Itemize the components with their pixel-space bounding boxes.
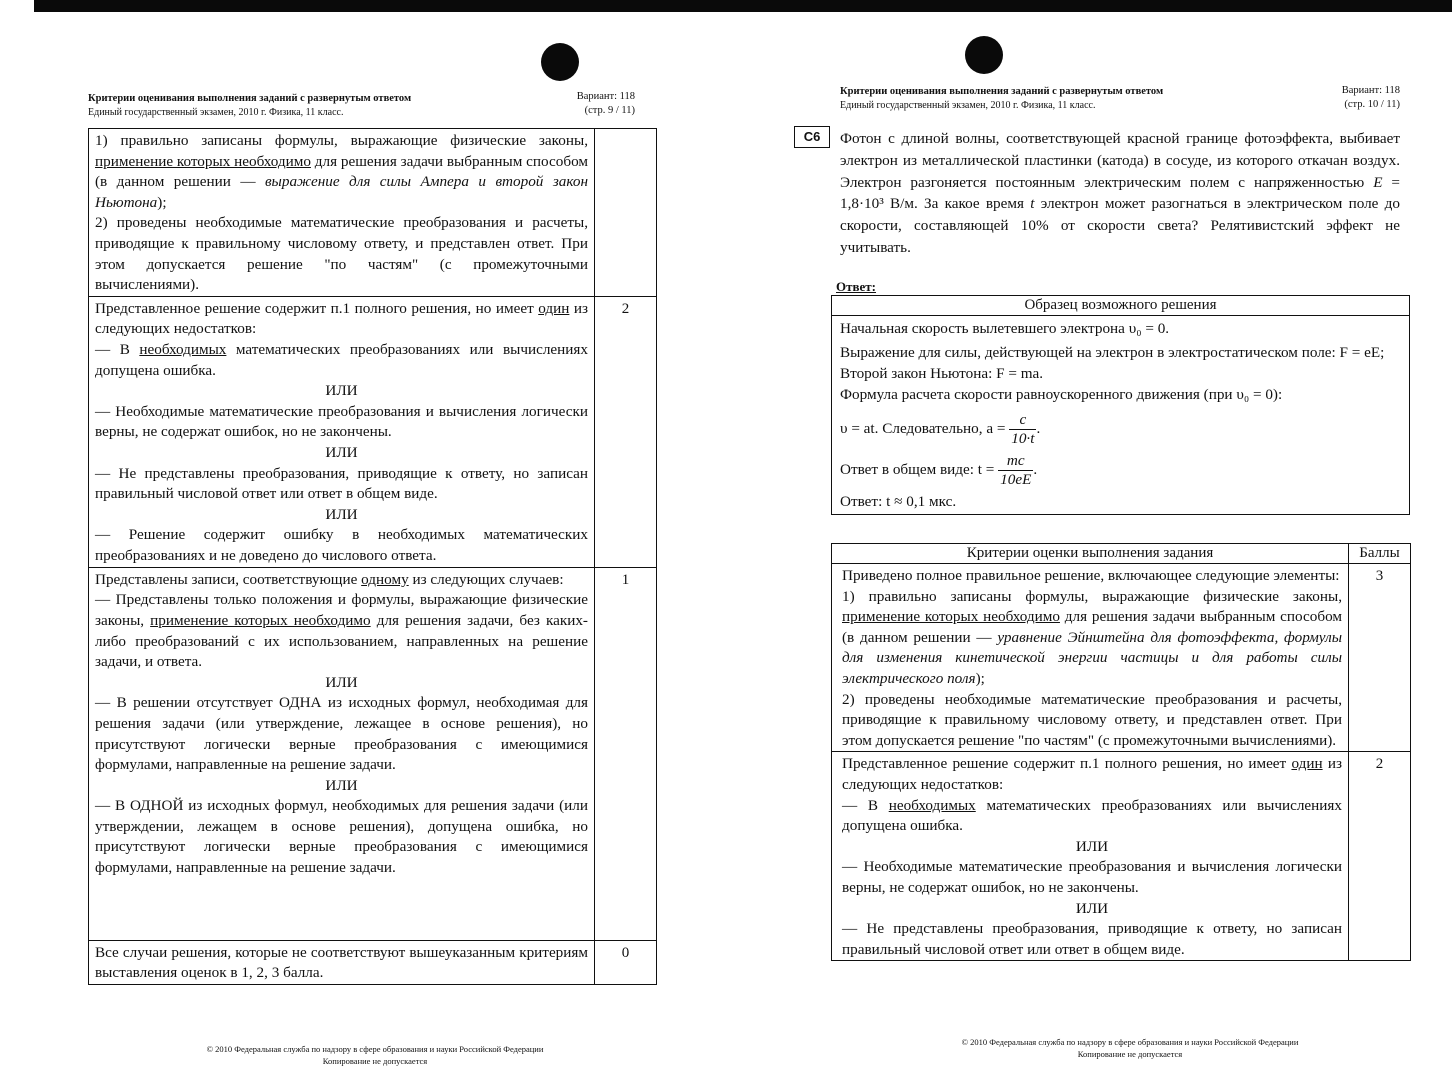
- criteria-intro: Приведено полное правильное решение, включающее следующие элементы:: [842, 567, 1340, 584]
- criteria-cell: [89, 129, 595, 297]
- score-cell: 0: [595, 940, 657, 984]
- criteria-table-left: [88, 128, 657, 985]
- criteria-header: Критерии оценки выполнения задания: [832, 544, 1349, 564]
- score-cell: [595, 129, 657, 297]
- page-footer: [875, 1036, 1385, 1060]
- solution-body: [832, 316, 1410, 515]
- page-footer: [120, 1043, 630, 1067]
- table-row: [832, 316, 1410, 515]
- page-header-title: Критерии оценивания выполнения заданий с развернутым ответом: [840, 86, 1164, 97]
- page-header-variant: [1300, 84, 1400, 112]
- criteria-intro: Представлены записи, соответствующие одному из следующих случаев:: [95, 570, 564, 588]
- criteria-cell: [89, 940, 595, 984]
- criteria-item: — Не представлены преобразования, приводящие к ответу, но записан правильный числовой ответ или ответ в общем виде.: [95, 464, 588, 503]
- or-separator: ИЛИ: [1075, 899, 1109, 917]
- solution-line: Начальная скорость вылетевшего электрона υ₀ = 0.: [840, 320, 1170, 337]
- criteria-item: 1) правильно записаны формулы, выражающие физические законы, применение которых необходимо для решения задачи выбранным способом (в данном решении — уравнение Эйнштейна для фотоэффекта, формулы для изменения кинетической энергии частицы и для работы силы электрического поля);: [842, 587, 1342, 687]
- score-cell: 1: [595, 567, 657, 940]
- criteria-item: Все случаи решения, которые не соответствуют вышеуказанным критериям выставления оценок в 1, 2, 3 балла.: [95, 943, 588, 982]
- solution-table: [831, 295, 1410, 515]
- or-separator: ИЛИ: [325, 443, 358, 461]
- answer-label: Ответ:: [836, 279, 877, 294]
- criteria-item: — Решение содержит ошибку в необходимых математических преобразованиях и не доведено до числового ответа.: [95, 526, 588, 564]
- table-row: [89, 129, 657, 297]
- criteria-cell: [89, 296, 595, 567]
- score-cell: 2: [595, 296, 657, 567]
- task-statement: Фотон с длиной волны, соответствующей красной границе фотоэффекта, выбивает электрон из металлической пластинки (катода) в сосуде, из которого откачан воздух. Электрон разгоняется постоянным электрическим полем с напряженностью E = 1,8·10³ В/м. За какое время t электрон может разогнаться в электрическом поле до скорости, составляющей 10% от скорости света? Релятивистский эффект не учитывать.: [840, 130, 1400, 256]
- criteria-cell: [832, 752, 1349, 961]
- solution-line: Выражение для силы, действующей на электрон в электростатическом поле: F = eE;: [840, 344, 1385, 361]
- solution-line: Формула расчета скорости равноускоренного движения (при υ₀ = 0):: [840, 386, 1283, 403]
- page-header-subtitle: Единый государственный экзамен, 2010 г. Физика, 11 класс.: [88, 107, 344, 118]
- criteria-item: — Представлены только положения и формулы, выражающие физические законы, применение которых необходимо для решения задачи, без каких-либо преобразований с их использованием, направленных на решение задачи, и ответа.: [95, 591, 588, 671]
- criteria-item: — Необходимые математические преобразования и вычисления логически верны, не содержат ошибок, но не закончены.: [842, 858, 1342, 896]
- punch-hole-dot: [541, 43, 579, 81]
- criteria-item: — В решении отсутствует ОДНА из исходных формул, необходимая для решения задачи (или утверждение, лежащее в основе решения), но присутствуют логически верные преобразования с имеющимися формулами, направленные на решение задачи.: [95, 694, 588, 774]
- or-separator: ИЛИ: [325, 673, 358, 691]
- criteria-intro: Представленное решение содержит п.1 полного решения, но имеет один из следующих недостатков:: [842, 755, 1342, 793]
- variant-label: Вариант: 118: [576, 91, 635, 102]
- criteria-intro: Представленное решение содержит п.1 полного решения, но имеет один из следующих недостатков:: [95, 299, 588, 338]
- criteria-cell: [89, 567, 595, 940]
- table-row: [832, 296, 1410, 316]
- table-row: [832, 544, 1411, 564]
- task-number-label: С6: [794, 126, 830, 148]
- criteria-item: — В необходимых математических преобразованиях или вычислениях допущена ошибка.: [842, 796, 1342, 835]
- criteria-item: 2) проведены необходимые математические преобразования и расчеты, приводящие к правильному числовому ответу, и представлен ответ. При этом допускается решение "по частям" (с промежуточными вычислениями).: [842, 690, 1342, 749]
- criteria-cell: [832, 564, 1349, 752]
- points-header: Баллы: [1349, 544, 1411, 564]
- fraction: $\frac{c}{10\cdot t}$: [1011, 411, 1035, 447]
- criteria-item: — Не представлены преобразования, приводящие к ответу, но записан правильный числовой ответ или ответ в общем виде.: [842, 920, 1342, 958]
- score-cell: 2: [1349, 752, 1411, 961]
- criteria-table-right: [831, 543, 1411, 961]
- table-row: [89, 296, 657, 567]
- or-separator: ИЛИ: [1075, 837, 1109, 855]
- footer-copyright: © 2010 Федеральная служба по надзору в сфере образования и науки Российской Федерации: [961, 1037, 1299, 1047]
- criteria-item: — Необходимые математические преобразования и вычисления логически верны, не содержат ошибок, но не закончены.: [95, 402, 588, 441]
- table-row: [832, 564, 1411, 752]
- table-row: [89, 567, 657, 940]
- or-separator: ИЛИ: [325, 382, 358, 400]
- solution-answer: Ответ: t ≈ 0,1 мкс.: [840, 493, 957, 510]
- variant-label: Вариант: 118: [1341, 85, 1400, 96]
- table-row: [832, 752, 1411, 961]
- punch-hole-dot: [965, 36, 1003, 74]
- or-separator: ИЛИ: [325, 505, 358, 523]
- top-scan-bar: [34, 0, 1452, 12]
- criteria-item: — В ОДНОЙ из исходных формул, необходимых для решения задачи (или утверждении, лежащем в основе решения), допущена ошибка, но присутствуют логически верные преобразования с имеющимися формулами, направленные на решение задачи.: [95, 797, 588, 877]
- page-number: (стр. 10 / 11): [1344, 99, 1400, 110]
- footer-notice: Копирование не допускается: [322, 1056, 428, 1066]
- solution-formula: υ = at. Следовательно, a = $\frac{c}{10\cdot t}$ .: [840, 411, 1041, 447]
- solution-line: Второй закон Ньютона: F = ma.: [840, 365, 1044, 382]
- page-number: (стр. 9 / 11): [584, 105, 635, 116]
- footer-notice: Копирование не допускается: [1077, 1049, 1183, 1059]
- table-row: [89, 940, 657, 984]
- page-header-title: Критерии оценивания выполнения заданий с развернутым ответом: [88, 93, 412, 104]
- page-header-variant: [540, 90, 635, 118]
- criteria-item: 1) правильно записаны формулы, выражающие физические законы, применение которых необходимо для решения задачи выбранным способом (в данном решении — выражение для силы Ампера и второй закон Ньютона);: [95, 132, 588, 211]
- solution-header: Образец возможного решения: [832, 296, 1410, 316]
- criteria-item: 2) проведены необходимые математические преобразования и расчеты, приводящие к правильному числовому ответу, и представлен ответ. При этом допускается решение "по частям" (с промежуточными вычислениями).: [95, 214, 588, 294]
- page-header-subtitle: Единый государственный экзамен, 2010 г. Физика, 11 класс.: [840, 100, 1096, 111]
- or-separator: ИЛИ: [325, 776, 358, 794]
- criteria-item: — В необходимых математических преобразованиях или вычислениях допущена ошибка.: [95, 340, 588, 379]
- solution-formula: Ответ в общем виде: t = $\frac{mc}{10eE}$ .: [840, 452, 1038, 488]
- fraction: $\frac{mc}{10eE}$: [1000, 452, 1032, 488]
- footer-copyright: © 2010 Федеральная служба по надзору в сфере образования и науки Российской Федерации: [206, 1044, 544, 1054]
- score-cell: 3: [1349, 564, 1411, 752]
